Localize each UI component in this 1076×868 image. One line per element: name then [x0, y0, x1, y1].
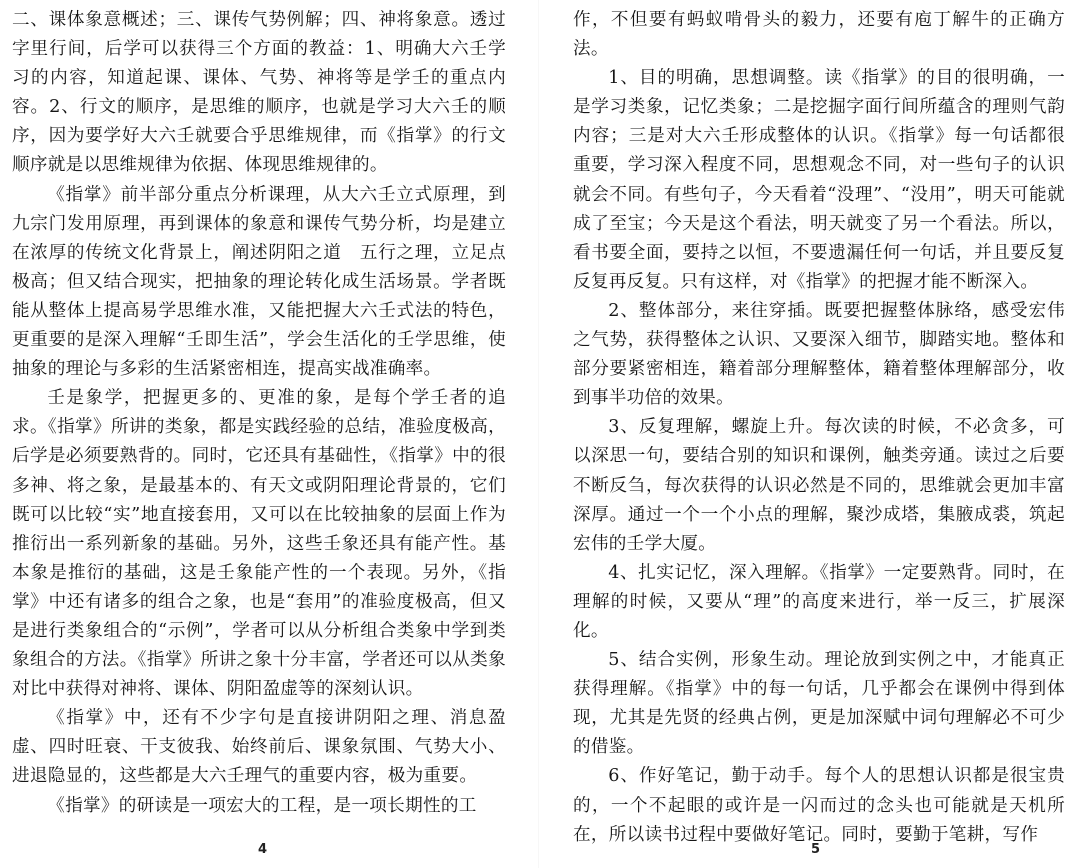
paragraph: 6、作好笔记，勤于动手。每个人的思想认识都是很宝贵的，一个不起眼的或许是一闪而过的念头也可能就是天机所在，所以读书过程中要做好笔记。同时，要勤于笔耕，写作	[573, 766, 1065, 845]
paragraph: 作，不但要有蚂蚁啃骨头的毅力，还要有庖丁解牛的正确方法。	[573, 10, 1065, 60]
paragraph: 1、目的明确，思想调整。读《指掌》的目的很明确，一是学习类象，记忆类象；二是挖掘字面行间所蕴含的理则气韵内容；三是对大六壬形成整体的认识。《指掌》每一句话都很重要，学习深入程度不同，思想观念不同，对一些句子的认识就会不同。有些句子，今天看着“没理”、“没用”，明天可能就成了至宝；今天是这个看法，明天就变了另一个看法。所以，看书要全面，要持之以恒，不要遗漏任何一句话，并且要反复反复再反复。只有这样，对《指掌》的把握才能不断深入。	[573, 68, 1065, 292]
paragraph: 5、结合实例，形象生动。理论放到实例之中，才能真正获得理解。《指掌》中的每一句话，几乎都会在课例中得到体现，尤其是先贤的经典占例，更是加深赋中词句理解必不可少的借鉴。	[573, 650, 1065, 758]
page-number: 4	[258, 842, 268, 857]
left-page-text	[12, 6, 506, 821]
paragraph: 4、扎实记忆，深入理解。《指掌》一定要熟背。同时，在理解的时候，又要从“理”的高度来进行，举一反三，扩展深化。	[573, 562, 1065, 641]
right-page	[573, 0, 1065, 868]
paragraph: 《指掌》中，还有不少字句是直接讲阴阳之理、消息盈虚、四时旺衰、干支彼我、始终前后、课象氛围、气势大小、进退隐显的，这些都是大六壬理气的重要内容，极为重要。	[12, 708, 506, 787]
gutter-divider	[538, 0, 539, 868]
left-page	[12, 0, 506, 868]
paragraph: 《指掌》的研读是一项宏大的工程，是一项长期性的工	[47, 795, 477, 816]
paragraph: 壬是象学，把握更多的、更准的象，是每个学壬者的追求。《指掌》所讲的类象，都是实践经验的总结，准验度极高，后学是必须要熟背的。同时，它还具有基础性，《指掌》中的很多神、将之象，是最基本的、有天文或阴阳理论背景的，它们既可以比较“实”地直接套用，又可以在比较抽象的层面上作为推衍出一系列新象的基础。另外，这些壬象还具有能产性。基本象是推衍的基础，这是壬象能产性的一个表现。另外，《指掌》中还有诸多的组合之象，也是“套用”的准验度极高，但又是进行类象组合的“示例”，学者可以从分析组合类象中学到类象组合的方法。《指掌》所讲之象十分丰富，学者还可以从类象对比中获得对神将、课体、阴阳盈虚等的深刻认识。	[12, 388, 506, 700]
right-page-text	[573, 6, 1065, 850]
page-number: 5	[811, 842, 821, 857]
paragraph: 二、课体象意概述；三、课传气势例解；四、神将象意。透过字里行间，后学可以获得三个方面的教益：1、明确大六壬学习的内容，知道起课、课体、气势、神将等是学壬的重点内容。2、行文的顺序，是思维的顺序，也就是学习大六壬的顺序，因为要学好大六壬就要合乎思维规律，而《指掌》的行文顺序就是以思维规律为依据、体现思维规律的。	[12, 10, 506, 176]
paragraph: 3、反复理解，螺旋上升。每次读的时候，不必贪多，可以深思一句，要结合别的知识和课例，触类旁通。读过之后要不断反刍，每次获得的认识必然是不同的，思维就会更加丰富深厚。通过一个一个小点的理解，聚沙成塔，集腋成裘，筑起宏伟的壬学大厦。	[573, 417, 1065, 554]
paragraph: 2、整体部分，来往穿插。既要把握整体脉络，感受宏伟之气势，获得整体之认识、又要深入细节，脚踏实地。整体和部分要紧密相连，籍着部分理解整体，籍着整体理解部分，收到事半功倍的效果。	[573, 300, 1065, 409]
paragraph: 《指掌》前半部分重点分析课理，从大六壬立式原理，到九宗门发用原理，再到课体的象意和课传气势分析，均是建立在浓厚的传统文化背景上，阐述阴阳之道 五行之理，立足点极高；但又结合现实，把抽象的理论转化成生活场景。学者既能从整体上提高易学思维水准，又能把握大六壬式法的特色，更重要的是深入理解“壬即生活”，学会生活化的壬学思维，使抽象的理论与多彩的生活紧密相连，提高实战准确率。	[12, 184, 506, 380]
